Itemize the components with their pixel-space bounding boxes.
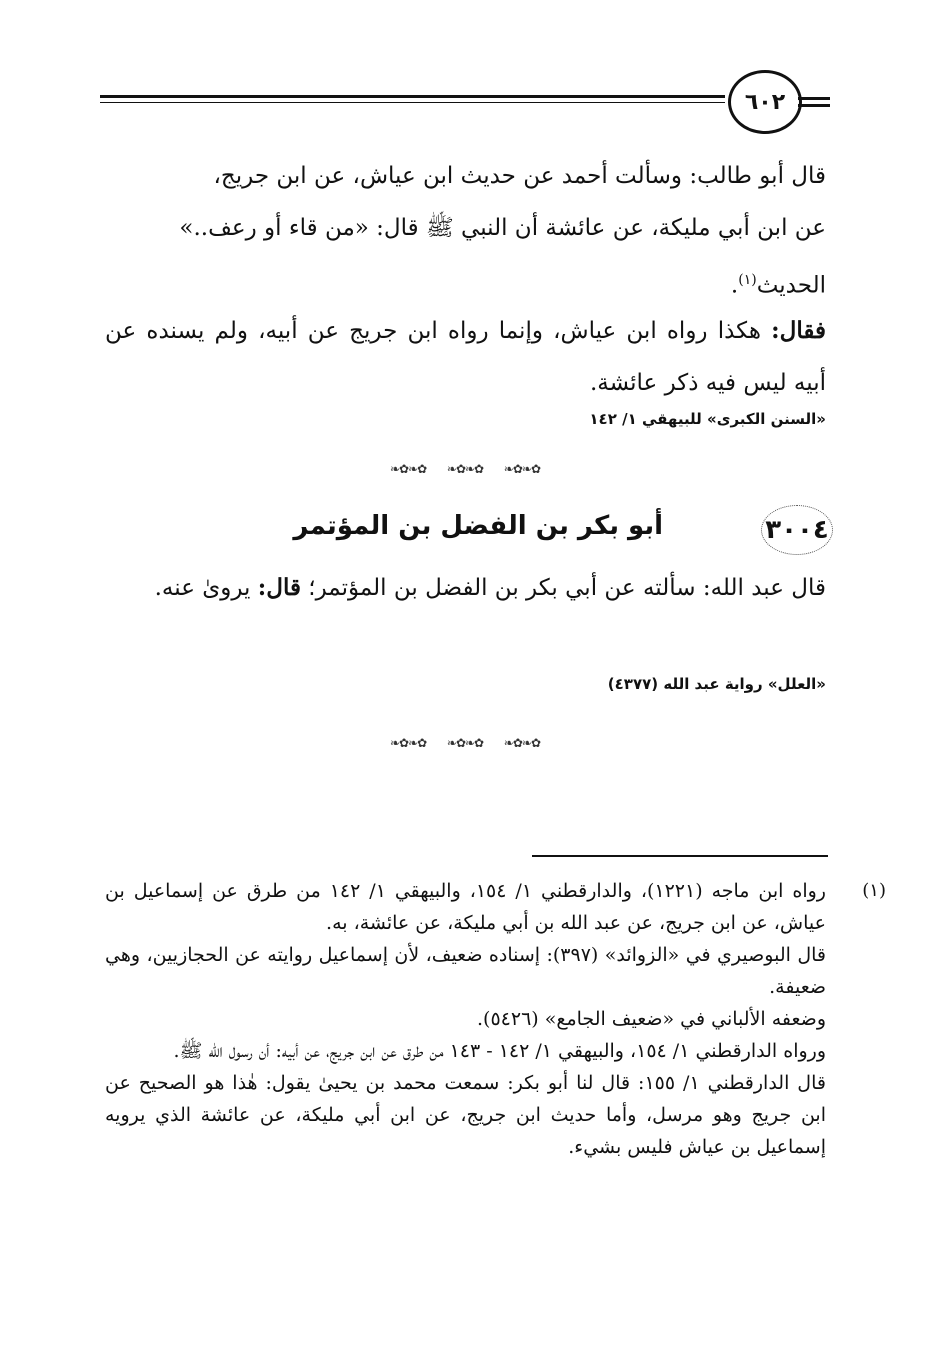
entry-answer-label: قال:: [257, 574, 301, 601]
entry-title: أبو بكر بن الفضل بن المؤتمر: [293, 511, 663, 541]
section1-answer: [105, 305, 826, 409]
footnotes: [105, 875, 886, 1163]
footnote-marker: (١): [862, 880, 886, 901]
ornament-divider: ✿❧✿❧ ✿❧✿❧ ✿❧✿❧: [390, 462, 540, 476]
page-number: ٦٠٢: [728, 70, 802, 134]
entry-text-end: يروىٰ عنه.: [154, 575, 258, 601]
entry-source: «العلل» رواية عبد الله (٤٣٧٧): [607, 675, 826, 693]
entry-number: ٣٠٠٤: [761, 505, 833, 555]
entry-body: [105, 562, 826, 614]
footnote-paragraph: قال البوصيري في «الزوائد» (٣٩٧): إسناده ضعيف، لأن إسماعيل روايته عن الحجازيين، وهي ضعيفة.: [105, 944, 826, 998]
ornament-divider: ✿❧✿❧ ✿❧✿❧ ✿❧✿❧: [390, 736, 540, 750]
footnote-paragraph: قال الدارقطني ١/ ١٥٥: قال لنا أبو بكر: سمعت محمد بن يحيىٰ يقول: هٰذا هو الصحيح عن ابن جريج وهو مرسل، وأما حديث ابن جريج، عن ابن أبي مليكة، عن عائشة الذي يرويه إسماعيل بن عياش فليس بشيء.: [105, 1072, 826, 1158]
section1-line1: قال أبو طالب: وسألت أحمد عن حديث ابن عياش، عن ابن جريج،: [213, 163, 826, 189]
section1-source: «السنن الكبرى» للبيهقي ١/ ١٤٢: [589, 410, 826, 428]
answer-text: هكذا رواه ابن عياش، وإنما رواه ابن جريج عن أبيه، ولم يسنده عن أبيه ليس فيه ذكر عائشة.: [105, 318, 826, 396]
answer-label: فقال:: [771, 317, 826, 344]
entry-text-start: قال عبد الله: سألته عن أبي بكر بن الفضل بن المؤتمر؛: [300, 575, 826, 601]
section1-line2: عن ابن أبي مليكة، عن عائشة أن النبي ﷺ قال: «من قاء أو رعف..»: [179, 215, 826, 241]
hadith-word: الحديث: [756, 272, 826, 299]
header-rule-tail: [798, 97, 830, 111]
footnote-rule: [532, 855, 828, 857]
entry-header: [105, 505, 833, 555]
section1-body: [105, 150, 826, 312]
header-rule: [100, 95, 725, 107]
page-header: [100, 70, 830, 130]
footnote-paragraph: ورواه الدارقطني ١/ ١٥٤، والبيهقي ١/ ١٤٢ - ١٤٣ من طرق عن ابن جريج، عن أبيه: أن رسول الله ﷺ.: [173, 1040, 826, 1062]
footnote-ref: (١): [738, 272, 757, 288]
section1-line3: الحديث$^{(١)}$.: [730, 272, 826, 299]
footnote-paragraph: رواه ابن ماجه (١٢٢١)، والدارقطني ١/ ١٥٤، والبيهقي ١/ ١٤٢ من طرق عن إسماعيل بن عياش، عن ابن جريج، عن عبد الله بن أبي مليكة، عن عائشة، به.: [105, 880, 826, 934]
footnote-paragraph: وضعفه الألباني في «ضعيف الجامع» (٥٤٢٦).: [477, 1008, 826, 1030]
